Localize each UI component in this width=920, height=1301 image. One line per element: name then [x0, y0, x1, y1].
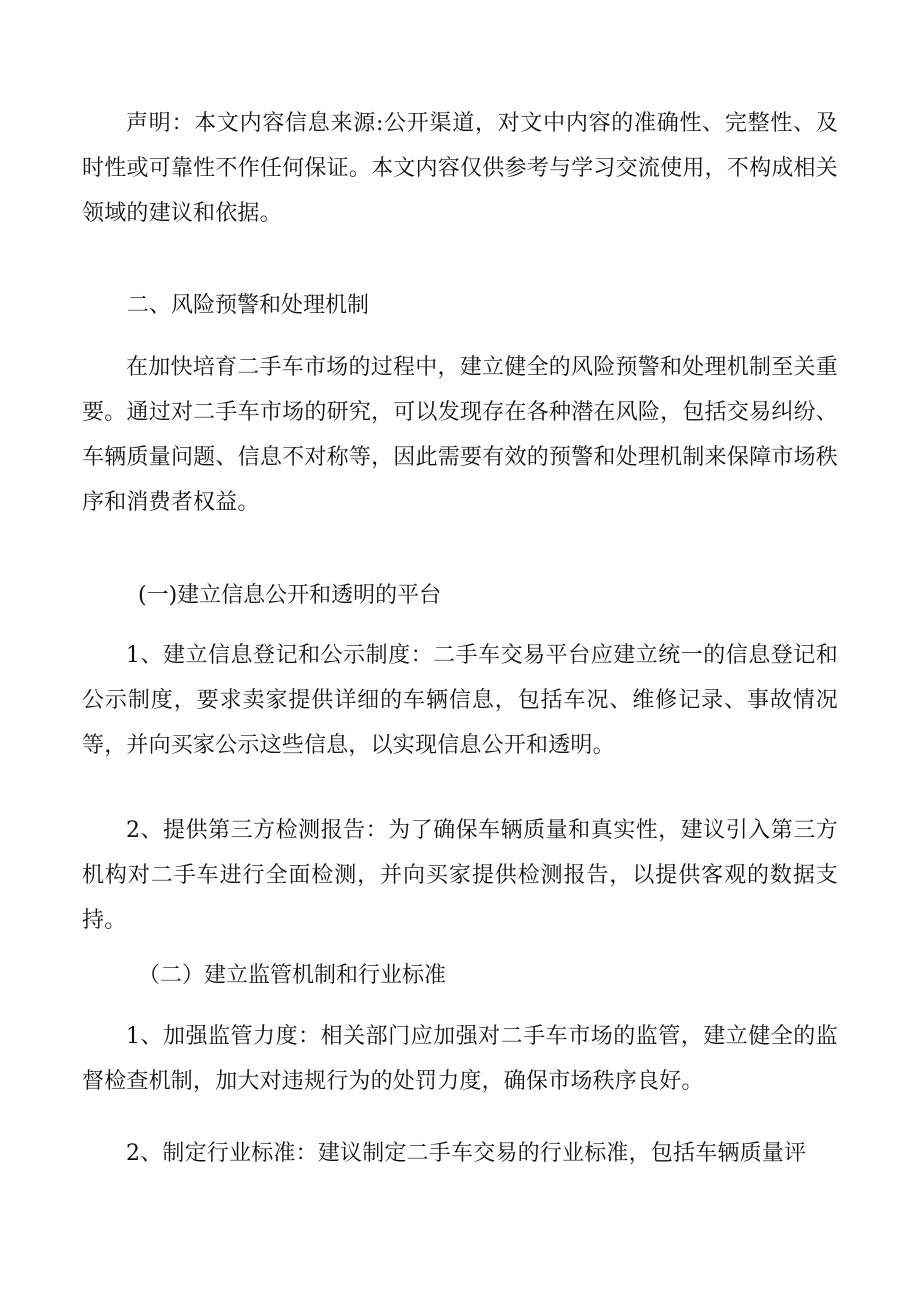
- subsection-2-item-2: 2、制定行业标准：建议制定二手车交易的行业标准，包括车辆质量评: [126, 1141, 807, 1166]
- subsection-1-item-2: 2、提供第三方检测报告：为了确保车辆质量和真实性，建议引入第三方机构对二手车进行全面检测，并向买家提供检测报告，以提供客观的数据支持。: [82, 818, 838, 933]
- subsection-heading-2: （二）建立监管机制和行业标准: [138, 963, 447, 988]
- section-heading: 二、风险预警和处理机制: [127, 293, 370, 318]
- subsection-heading-1: (一)建立信息公开和透明的平台: [138, 583, 442, 608]
- section-intro-paragraph: 在加快培育二手车市场的过程中，建立健全的风险预警和处理机制至关重要。通过对二手车市场的研究，可以发现存在各种潜在风险，包括交易纠纷、车辆质量问题、信息不对称等，因此需要有效的预警和处理机制来保障市场秩序和消费者权益。: [82, 355, 838, 515]
- subsection-2-item-1: 1、加强监管力度：相关部门应加强对二手车市场的监管，建立健全的监督检查机制，加大对违规行为的处罚力度，确保市场秩序良好。: [82, 1024, 838, 1094]
- subsection-1-item-1: 1、建立信息登记和公示制度：二手车交易平台应建立统一的信息登记和公示制度，要求卖家提供详细的车辆信息，包括车况、维修记录、事故情况等，并向买家公示这些信息，以实现信息公开和透明。: [82, 643, 838, 758]
- disclaimer-paragraph: 声明：本文内容信息来源:公开渠道，对文中内容的准确性、完整性、及时性或可靠性不作任何保证。本文内容仅供参考与学习交流使用，不构成相关领域的建议和依据。: [82, 111, 838, 226]
